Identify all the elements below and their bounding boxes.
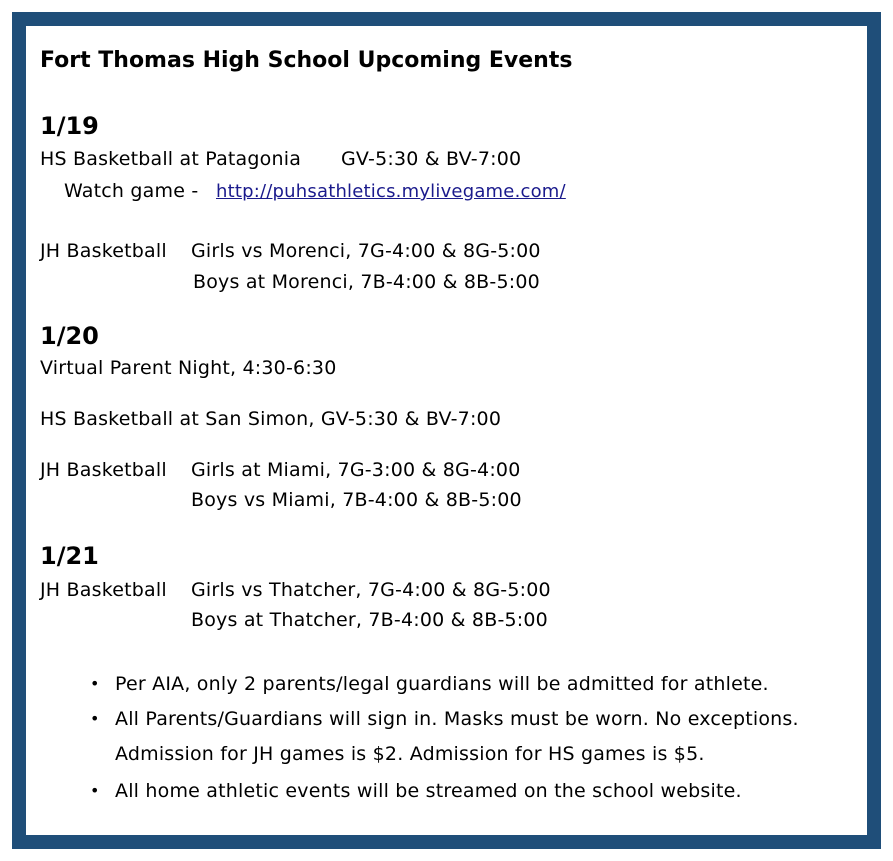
bullet-icon: • bbox=[90, 709, 100, 728]
hs-event-patagonia: HS Basketball at Patagonia bbox=[40, 148, 302, 170]
watch-game-link[interactable]: http://puhsathletics.mylivegame.com/ bbox=[216, 181, 566, 202]
jh-boys-1-20: Boys vs Miami, 7B-4:00 & 8B-5:00 bbox=[191, 489, 522, 511]
date-heading-1-20: 1/20 bbox=[40, 322, 99, 350]
jh-girls-1-21: Girls vs Thatcher, 7G-4:00 & 8G-5:00 bbox=[191, 579, 551, 601]
jh-label-1-20: JH Basketball bbox=[40, 459, 167, 481]
note-streaming: All home athletic events will be streamed on the school website. bbox=[115, 780, 742, 802]
hs-times-patagonia: GV-5:30 & BV-7:00 bbox=[341, 148, 522, 170]
flyer-content bbox=[40, 26, 867, 835]
jh-girls-1-20: Girls at Miami, 7G-3:00 & 8G-4:00 bbox=[191, 459, 521, 481]
jh-girls-1-19: Girls vs Morenci, 7G-4:00 & 8G-5:00 bbox=[191, 240, 541, 262]
jh-boys-1-21: Boys at Thatcher, 7B-4:00 & 8B-5:00 bbox=[191, 609, 548, 631]
page-title: Fort Thomas High School Upcoming Events bbox=[40, 48, 573, 73]
jh-label-1-19: JH Basketball bbox=[40, 240, 167, 262]
date-heading-1-19: 1/19 bbox=[40, 112, 99, 140]
date-heading-1-21: 1/21 bbox=[40, 542, 99, 570]
hs-event-san-simon: HS Basketball at San Simon, GV-5:30 & BV-7:00 bbox=[40, 408, 502, 430]
jh-boys-1-19: Boys at Morenci, 7B-4:00 & 8B-5:00 bbox=[193, 271, 540, 293]
bullet-icon: • bbox=[90, 781, 100, 800]
watch-game-label: Watch game - bbox=[64, 180, 199, 202]
jh-label-1-21: JH Basketball bbox=[40, 579, 167, 601]
virtual-parent-night: Virtual Parent Night, 4:30-6:30 bbox=[40, 357, 337, 379]
note-admission: Admission for JH games is $2. Admission for HS games is $5. bbox=[115, 743, 705, 765]
note-sign-in-masks: All Parents/Guardians will sign in. Masks must be worn. No exceptions. bbox=[115, 708, 799, 730]
note-aia-limit: Per AIA, only 2 parents/legal guardians will be admitted for athlete. bbox=[115, 673, 769, 695]
bullet-icon: • bbox=[90, 674, 100, 693]
flyer-frame bbox=[12, 12, 881, 849]
